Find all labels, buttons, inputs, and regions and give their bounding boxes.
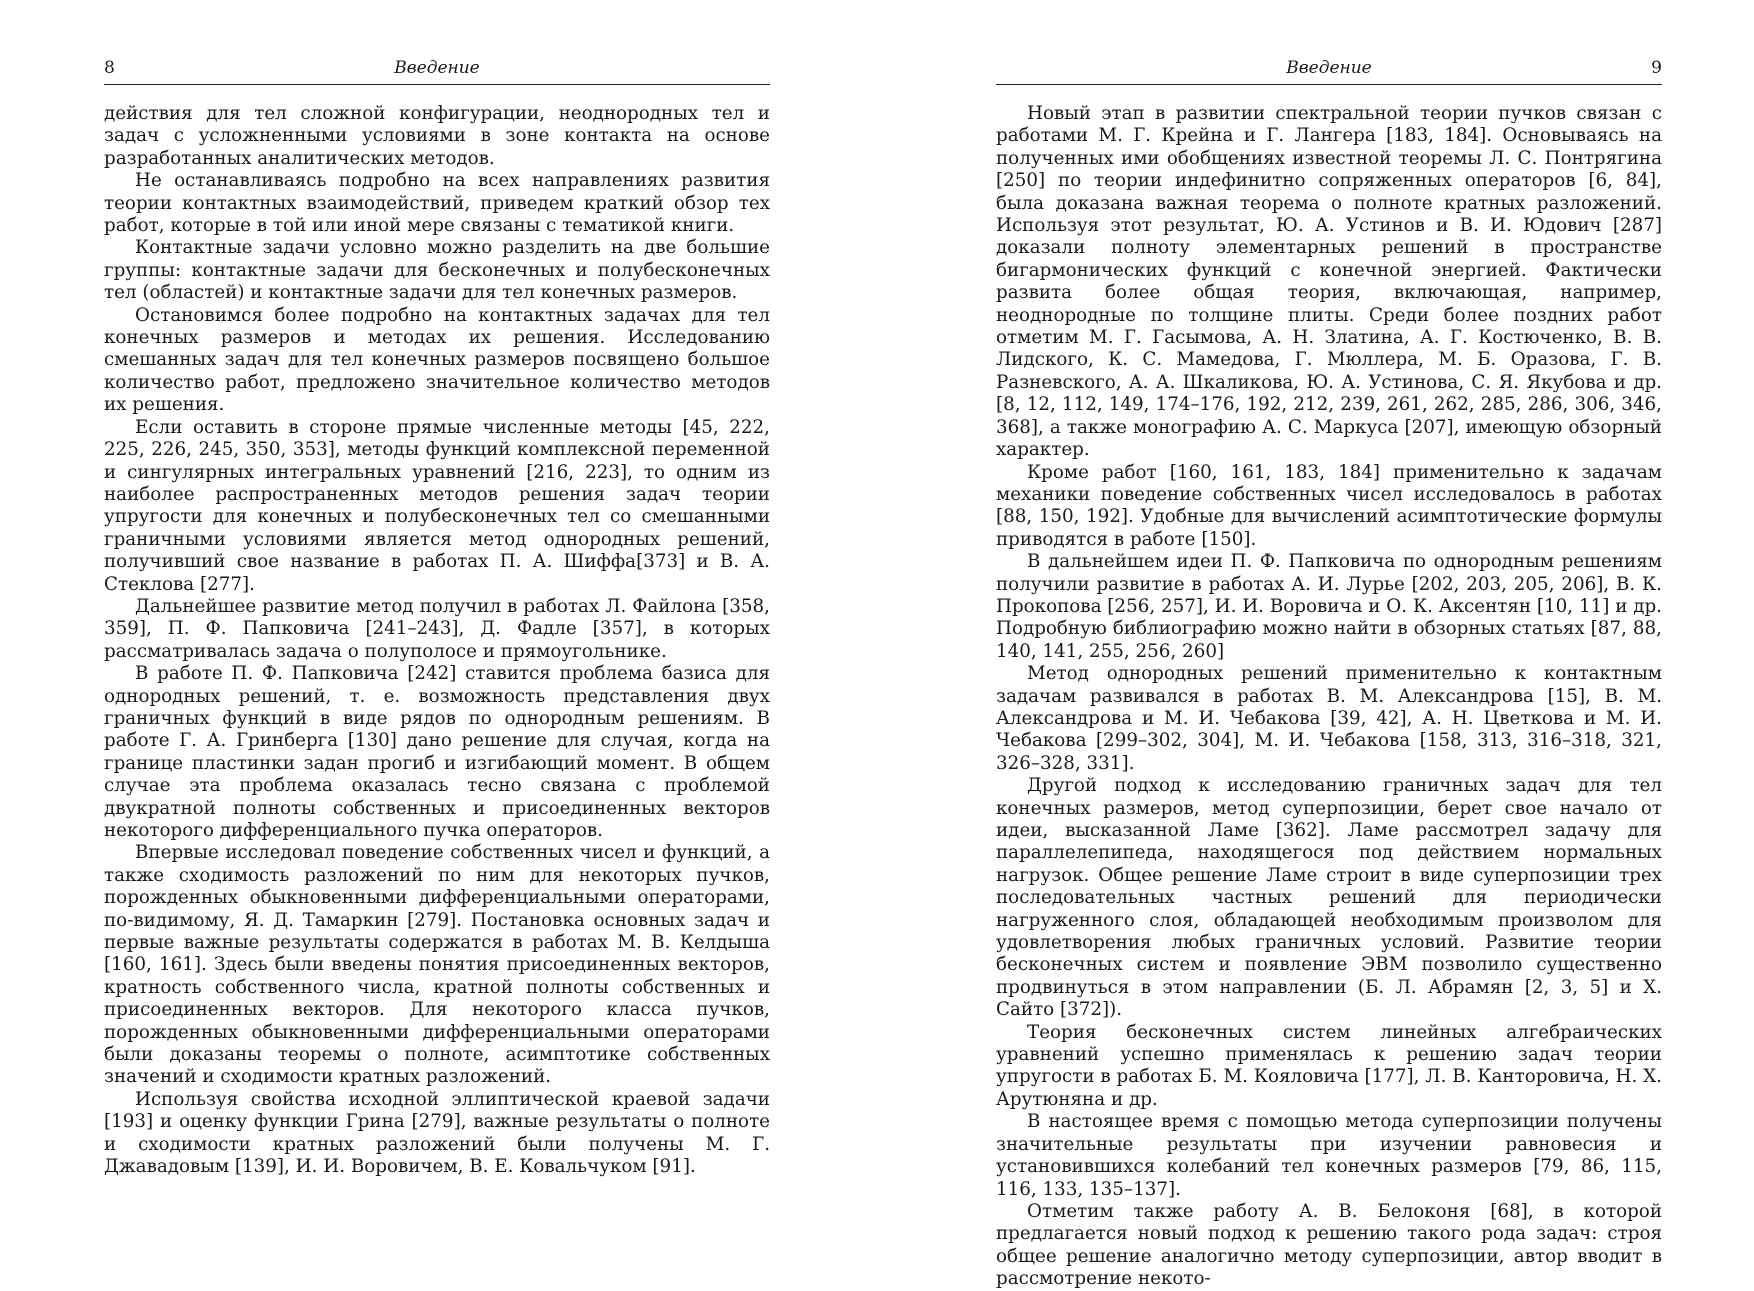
paragraph: действия для тел сложной конфигурации, неоднородных тел и задач с усложненными условиями в зоне контакта на основе разработанных аналитических методов. (104, 103, 770, 169)
paragraph: В работе П. Ф. Папковича [242] ставится проблема базиса для однородных решений, т. е. возможность представления двух граничных функций в виде рядов по однородным решениям. В работе Г. А. Гринберга [130] дано решение для случая, когда на границе пластинки задан прогиб и изгибающий момент. В общем случае эта проблема оказалась тесно связана с проблемой двукратной полноты собственных и присоединенных векторов некоторого дифференциального пучка операторов. (104, 663, 770, 841)
right-page (996, 0, 1662, 1291)
paragraph: Остановимся более подробно на контактных задачах для тел конечных размеров и методах их решения. Исследованию смешанных задач для тел конечных размеров посвящено большое количество работ, предложено значительное количество методов их решения. (104, 304, 770, 416)
paragraph: Впервые исследовал поведение собственных чисел и функций, а также сходимость разложений по ним для некоторых пучков, порожденных обыкновенными дифференциальными операторами, по-видимому, Я. Д. Тамаркин [279]. Постановка основных задач и первые важные результаты содержатся в работах М. В. Келдыша [160, 161]. Здесь были введены понятия присоединенных векторов, кратность собственного числа, кратной полноты собственных и присоединенных векторов. Для некоторого класса пучков, порожденных обыкновенными дифференциальными операторами были доказаны теоремы о полноте, асимптотике собственных значений и сходимости кратных разложений. (104, 842, 770, 1088)
page-body (996, 103, 1662, 1291)
page-number: 9 (1651, 58, 1662, 78)
paragraph: Теория бесконечных систем линейных алгебраических уравнений успешно применялась к решению задач теории упругости в работах Б. М. Кояловича [177], Л. В. Канторовича, Н. Х. Арутюняна и др. (996, 1021, 1662, 1110)
paragraph: Дальнейшее развитие метод получил в работах Л. Файлона [358, 359], П. Ф. Папковича [241–243], Д. Фадле [357], в которых рассматривалась задача о полуполосе и прямоугольнике. (104, 595, 770, 662)
paragraph: Кроме работ [160, 161, 183, 184] применительно к задачам механики поведение собственных чисел исследовалось в работах [88, 150, 192]. Удобные для вычислений асимптотические формулы приводятся в работе [150]. (996, 461, 1662, 550)
page-number: 8 (104, 58, 115, 78)
page-body (104, 103, 770, 1179)
paragraph: Отметим также работу А. В. Белоконя [68], в которой предлагается новый подход к решению такого рода задач: строя общее решение аналогично методу суперпозиции, автор вводит в рассмотрение некото- (996, 1200, 1662, 1290)
paragraph: В настоящее время с помощью метода суперпозиции получены значительные результаты при изучении равновесия и установившихся колебаний тел конечных размеров [79, 86, 115, 116, 133, 135–137]. (996, 1111, 1662, 1200)
paragraph: Контактные задачи условно можно разделить на две большие группы: контактные задачи для бесконечных и полубесконечных тел (областей) и контактные задачи для тел конечных размеров. (104, 237, 770, 304)
running-head (996, 56, 1662, 85)
paragraph: Новый этап в развитии спектральной теории пучков связан с работами М. Г. Крейна и Г. Лангера [183, 184]. Основываясь на полученных ими обобщениях известной теоремы Л. С. Понтрягина [250] по теории индефинитно сопряженных операторов [6, 84], была доказана важная теорема о полноте кратных разложений. Используя этот результат, Ю. А. Устинов и В. И. Юдович [287] доказали полноту элементарных решений в пространстве бигармонических функций с конечной энергией. Фактически развита более общая теория, включающая, например, неоднородные по толщине плиты. Среди более поздних работ отметим М. Г. Гасымова, А. Н. Златина, А. Г. Костюченко, В. В. Лидского, К. С. Мамедова, Г. Мюллера, М. Б. Оразова, Г. В. Разневского, А. А. Шкаликова, Ю. А. Устинова, С. Я. Якубова и др. [8, 12, 112, 149, 174–176, 192, 212, 239, 261, 262, 285, 286, 306, 346, 368], а также монографию А. С. Маркуса [207], имеющую обзорный характер. (996, 103, 1662, 461)
paragraph: Если оставить в стороне прямые численные методы [45, 222, 225, 226, 245, 350, 353], методы функций комплексной переменной и сингулярных интегральных уравнений [216, 223], то одним из наиболее распространенных методов решения задач теории упругости для конечных и полубесконечных тел со смешанными граничными условиями является метод однородных решений, получивший свое название в работах П. А. Шиффа[373] и В. А. Стеклова [277]. (104, 416, 770, 595)
paragraph: В дальнейшем идеи П. Ф. Папковича по однородным решениям получили развитие в работах А. И. Лурье [202, 203, 205, 206], В. К. Прокопова [256, 257], И. И. Воровича и О. К. Аксентян [10, 11] и др. Подробную библиографию можно найти в обзорных статьях [87, 88, 140, 141, 255, 256, 260] (996, 551, 1662, 662)
paragraph: Используя свойства исходной эллиптической краевой задачи [193] и оценку функции Грина [279], важные результаты о полноте и сходимости кратных разложений были получены М. Г. Джавадовым [139], И. И. Воровичем, В. Е. Ковальчуком [91]. (104, 1088, 770, 1178)
left-page (104, 0, 770, 1179)
paragraph: Метод однородных решений применительно к контактным задачам развивался в работах В. М. Александрова [15], В. М. Александрова и М. И. Чебакова [39, 42], А. Н. Цветкова и М. И. Чебакова [299–302, 304], М. И. Чебакова [158, 313, 316–318, 321, 326–328, 331]. (996, 663, 1662, 774)
running-title: Введение (1286, 58, 1372, 78)
running-title: Введение (394, 58, 480, 78)
paragraph: Другой подход к исследованию граничных задач для тел конечных размеров, метод суперпозиции, берет свое начало от идеи, высказанной Ламе [362]. Ламе рассмотрел задачу для параллелепипеда, находящегося под действием нормальных нагрузок. Общее решение Ламе строит в виде суперпозиции трех последовательных частных решений для периодически нагруженного слоя, обладающей необходимым произволом для удовлетворения любых граничных условий. Развитие теории бесконечных систем и появление ЭВМ позволило существенно продвинуться в этом направлении (Б. Л. Абрамян [2, 3, 5] и Х. Сайто [372]). (996, 775, 1662, 1021)
running-head (104, 56, 770, 85)
paragraph: Не останавливаясь подробно на всех направлениях развития теории контактных взаимодействий, приведем краткий обзор тех работ, которые в той или иной мере связаны с тематикой книги. (104, 170, 770, 237)
